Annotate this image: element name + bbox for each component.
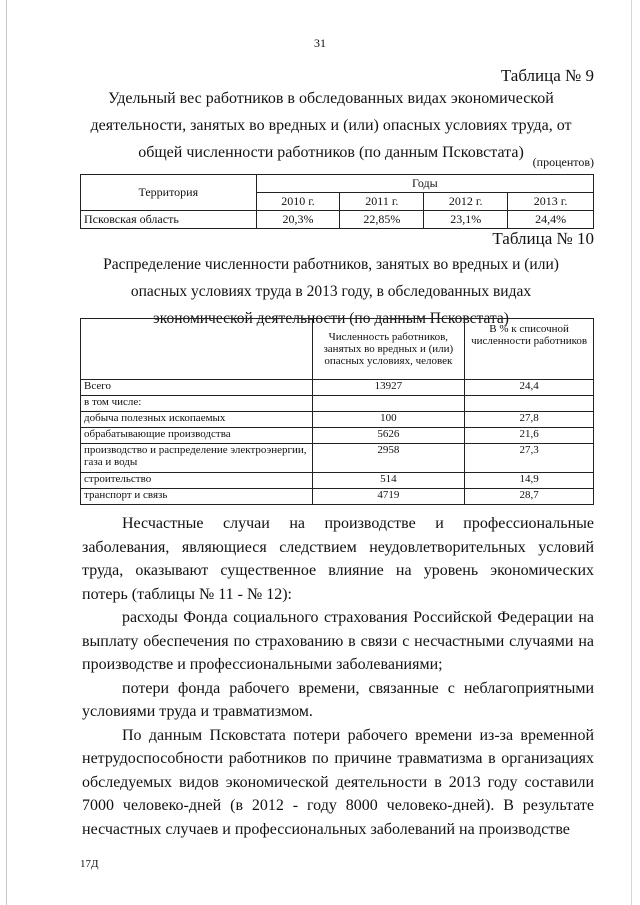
table-row: [81, 412, 594, 428]
row-percent: [465, 396, 594, 412]
table-row: [81, 428, 594, 444]
row-name: в том числе:: [81, 396, 313, 412]
table-row: [81, 396, 594, 412]
header-year: 2012 г.: [424, 193, 508, 211]
row-territory: Псковская область: [81, 211, 257, 229]
paragraph: По данным Псковстата потери рабочего времени из-за временной нетрудоспособности работников по причине травматизма в организациях обследуемых видов экономической деятельности в 2013 году составили 7000 человеко-дней (в 2012 - году 8000 человеко-дней). В результате несчастных случаев и профессиональных заболеваний на производстве: [82, 726, 594, 838]
header-year: 2011 г.: [340, 193, 424, 211]
table10-title-line: экономической деятельности (по данным Псковстата): [153, 310, 509, 327]
row-count: 4719: [312, 489, 465, 505]
row-count: 2958: [312, 444, 465, 473]
header-count: Численность работников, занятых во вредных и (или) опасных условиях, человек: [312, 319, 465, 380]
table9-title-line: Удельный вес работников в обследованных видах экономической: [108, 90, 554, 107]
row-name: Всего: [81, 380, 313, 396]
row-value: 24,4%: [508, 211, 594, 229]
row-value: 23,1%: [424, 211, 508, 229]
table9-unit: (процентов): [532, 155, 594, 169]
paragraph: расходы Фонда социального страхования Российской Федерации на выплату обеспечения по страхованию в связи с несчастными случаями на производстве и профессиональными заболеваниями;: [82, 609, 594, 673]
table-row: [81, 380, 594, 396]
paragraph: потери фонда рабочего времени, связанные с неблагоприятными условиями труда и травматизмом.: [82, 679, 594, 720]
row-name: добыча полезных ископаемых: [81, 412, 313, 428]
row-percent: 24,4: [465, 380, 594, 396]
table9-label: Таблица № 9: [500, 66, 594, 85]
table-header-row: [81, 319, 594, 380]
row-name: обрабатывающие производства: [81, 428, 313, 444]
row-percent: 21,6: [465, 428, 594, 444]
row-percent: 28,7: [465, 489, 594, 505]
table-row: [81, 211, 594, 229]
header-percent: В % к списочной численности работников: [465, 319, 594, 380]
table10: [80, 318, 594, 505]
row-value: 22,85%: [340, 211, 424, 229]
row-count: 514: [312, 473, 465, 489]
row-name: транспорт и связь: [81, 489, 313, 505]
page-number: 31: [314, 36, 326, 50]
table-row: [81, 444, 594, 473]
header-years: Годы: [256, 175, 593, 193]
row-name: производство и распределение электроэнергии, газа и воды: [81, 444, 313, 473]
table9-title-line: деятельности, занятых во вредных и (или) опасных условиях труда, от: [90, 117, 572, 134]
table-row: [81, 489, 594, 505]
header-year: 2010 г.: [256, 193, 340, 211]
header-empty: [81, 319, 313, 380]
table10-label: Таблица № 10: [492, 229, 594, 248]
page-edge-left: [6, 0, 7, 905]
table9-title: [70, 85, 592, 166]
table10-title-line: опасных условиях труда в 2013 году, в обследованных видах: [130, 283, 532, 300]
header-territory: Территория: [81, 175, 257, 211]
row-count: [312, 396, 465, 412]
row-percent: 27,3: [465, 444, 594, 473]
table9-title-line: общей численности работников (по данным Псковстата): [138, 144, 524, 161]
table9: [80, 174, 594, 229]
table-header-row: [81, 175, 594, 193]
table10-title-line: Распределение численности работников, занятых во вредных и (или): [103, 256, 559, 273]
table-row: [81, 473, 594, 489]
paragraph: Несчастные случаи на производстве и профессиональные заболевания, являющиеся следствием неудовлетворительных условий труда, оказывают существенное влияние на уровень экономических потерь (таблицы № 11 - № 12):: [82, 515, 594, 603]
row-count: 5626: [312, 428, 465, 444]
row-count: 13927: [312, 380, 465, 396]
row-percent: 14,9: [465, 473, 594, 489]
row-value: 20,3%: [256, 211, 340, 229]
row-count: 100: [312, 412, 465, 428]
row-percent: 27,8: [465, 412, 594, 428]
header-year: 2013 г.: [508, 193, 594, 211]
page-edge-right: [631, 0, 632, 905]
body-text: [82, 512, 594, 841]
footer-code: 17Д: [80, 858, 99, 870]
row-name: строительство: [81, 473, 313, 489]
